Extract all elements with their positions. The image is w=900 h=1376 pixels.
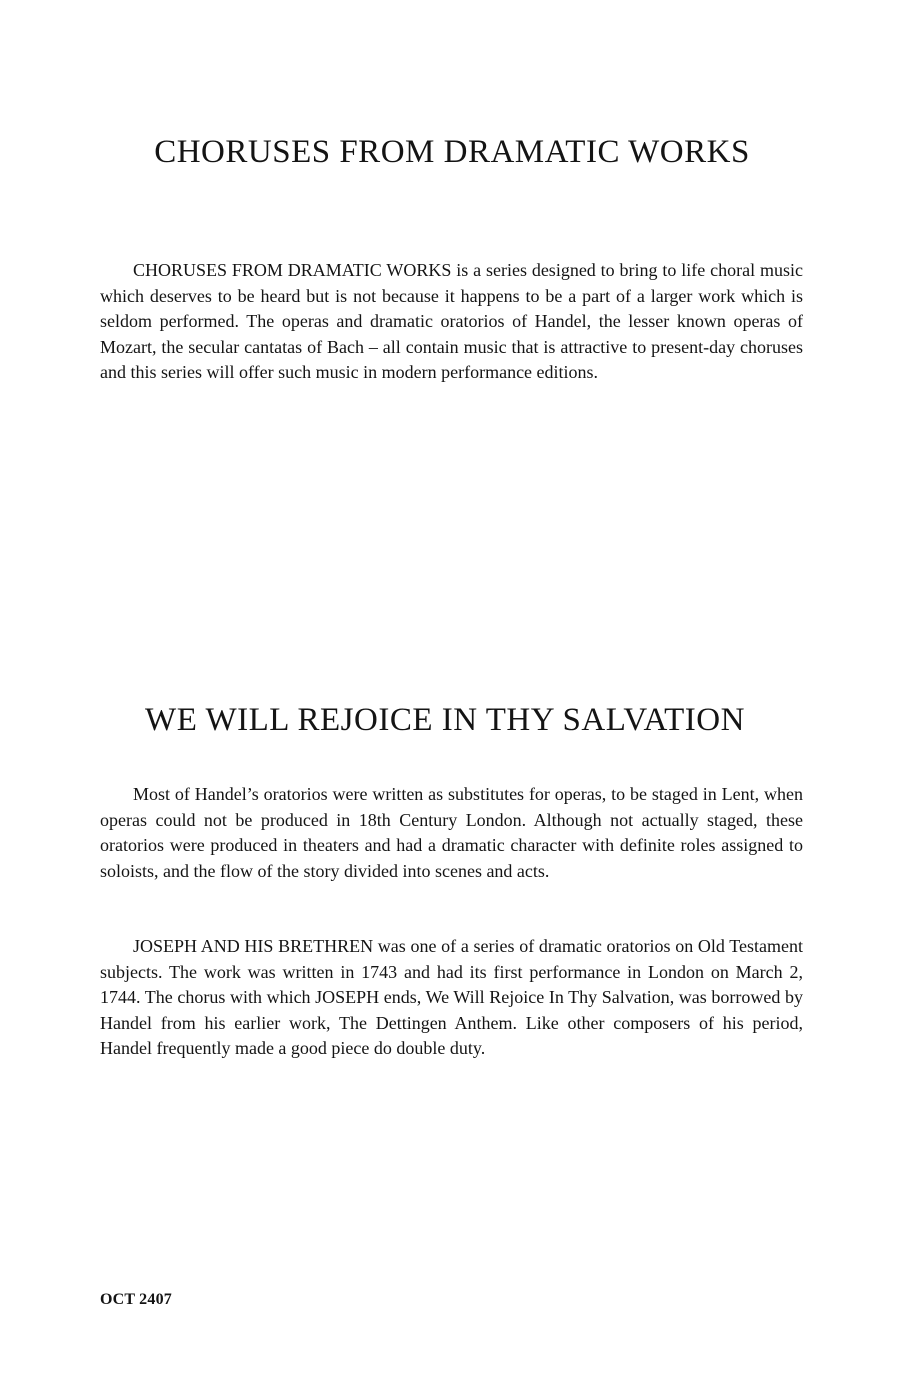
work-title: WE WILL REJOICE IN THY SALVATION [145,702,745,738]
series-title: CHORUSES FROM DRAMATIC WORKS [154,134,750,170]
series-description: CHORUSES FROM DRAMATIC WORKS is a series designed to bring to life choral music which deserves to be heard but is not because it happens to be a part of a larger work which is seldom performed. The operas and dramatic oratorios of Handel, the lesser known operas of Mozart, the secular cantatas of Bach – all contain music that is attractive to present-day choruses and this series will offer such music in modern performance editions. [100,260,803,383]
joseph-history-paragraph: JOSEPH AND HIS BRETHREN was one of a series of dramatic oratorios on Old Testament subjects. The work was written in 1743 and had its first performance in London on March 2, 1744. The chorus with which JOSEPH ends, We Will Rejoice In Thy Salvation, was borrowed by Handel from his earlier work, The Dettingen Anthem. Like other composers of his period, Handel frequently made a good piece do double duty. [100,936,803,1059]
catalog-number: OCT 2407 [100,1291,172,1308]
oratorio-background-paragraph: Most of Handel’s oratorios were written as substitutes for operas, to be staged in Lent, when operas could not be produced in 18th Century London. Although not actually staged, these oratorios were produced in theaters and had a dramatic character with definite roles assigned to soloists, and the flow of the story divided into scenes and acts. [100,784,803,881]
